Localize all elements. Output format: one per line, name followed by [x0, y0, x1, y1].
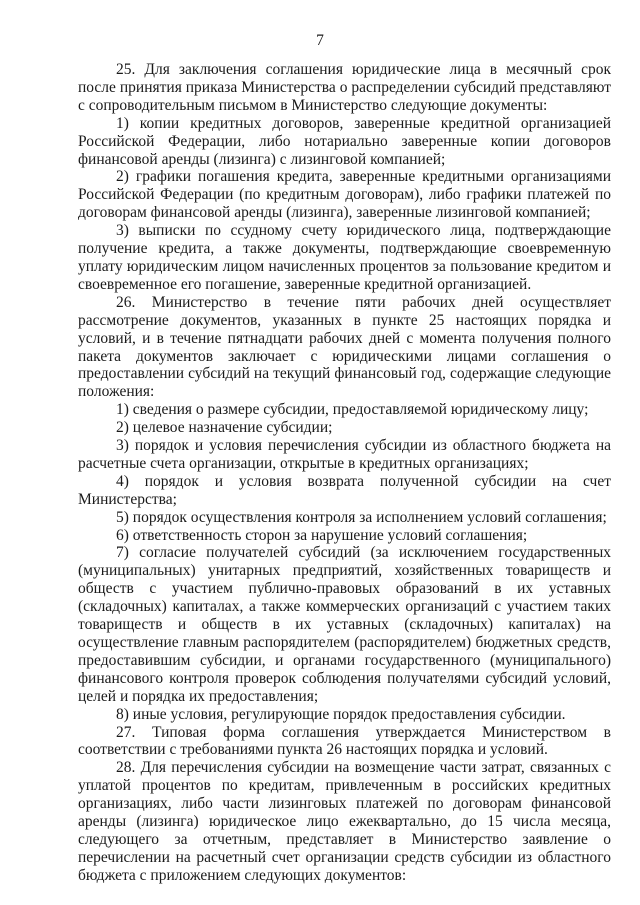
paragraph-26-item-7: 7) согласие получателей субсидий (за исключением государственных (муниципальных) унитарных предприятий, хозяйственных товариществ и обществ с участием публично-правовых образований в их уставных (складочных) капиталах, а также коммерческих организаций с участием таких товариществ и обществ в их уставных (складочных) капиталах) на осуществление главным распорядителем (распорядителем) бюджетных средств, предоставившим субсидии, и органами государственного (муниципального) финансового контроля проверок соблюдения получателями субсидий условий, целей и порядка их предоставления;	[78, 544, 611, 705]
paragraph-25-item-2: 2) графики погашения кредита, заверенные кредитными организациями Российской Федерации (по кредитным договорам), либо графики платежей по договорам финансовой аренды (лизинга), заверенные лизинговой компанией;	[78, 168, 611, 222]
paragraph-25-item-1: 1) копии кредитных договоров, заверенные кредитной организацией Российской Федерации, либо нотариально заверенные копии договоров финансовой аренды (лизинга) с лизинговой компанией;	[78, 114, 611, 168]
paragraph-26-item-4: 4) порядок и условия возврата полученной субсидии на счет Министерства;	[78, 472, 611, 508]
document-body	[78, 61, 611, 885]
paragraph-26-item-6: 6) ответственность сторон за нарушение условий соглашения;	[116, 526, 528, 544]
paragraph-26: 26. Министерство в течение пяти рабочих дней осуществляет рассмотрение документов, указанных в пункте 25 настоящих порядка и условий, и в течение пятнадцати рабочих дней с момента получения полного пакета документов заключает с юридическими лицами соглашения о предоставлении субсидий на текущий финансовый год, содержащие следующие положения:	[78, 293, 611, 401]
paragraph-26-item-2: 2) целевое назначение субсидии;	[116, 419, 333, 437]
paragraph-25: 25. Для заключения соглашения юридические лица в месячный срок после принятия приказа Министерства о распределении субсидий представляют с сопроводительным письмом в Министерство следующие документы:	[78, 61, 611, 114]
paragraph-28: 28. Для перечисления субсидии на возмещение части затрат, связанных с уплатой процентов по кредитам, привлеченным в российских кредитных организациях, либо части лизинговых платежей по договорам финансовой аренды (лизинга) юридическое лицо ежеквартально, до 15 числа месяца, следующего за отчетным, представляет в Министерство заявление о перечислении на расчетный счет организации средств субсидии из областного бюджета с приложением следующих документов:	[78, 759, 611, 884]
paragraph-26-item-1: 1) сведения о размере субсидии, предоставляемой юридическому лицу;	[116, 401, 589, 419]
page-number: 7	[316, 32, 324, 49]
paragraph-26-item-5: 5) порядок осуществления контроля за исполнением условий соглашения;	[116, 508, 607, 526]
paragraph-26-item-8: 8) иные условия, регулирующие порядок предоставления субсидии.	[116, 705, 566, 723]
paragraph-25-item-3: 3) выписки по ссудному счету юридического лица, подтверждающие получение кредита, а также документы, подтверждающие своевременную уплату юридическим лицом начисленных процентов за пользование кредитом и своевременное его погашение, заверенные кредитной организацией.	[78, 222, 611, 293]
paragraph-27: 27. Типовая форма соглашения утверждается Министерством в соответствии с требованиями пункта 26 настоящих порядка и условий.	[78, 723, 611, 759]
paragraph-26-item-3: 3) порядок и условия перечисления субсидии из областного бюджета на расчетные счета организации, открытые в кредитных организациях;	[78, 437, 611, 472]
